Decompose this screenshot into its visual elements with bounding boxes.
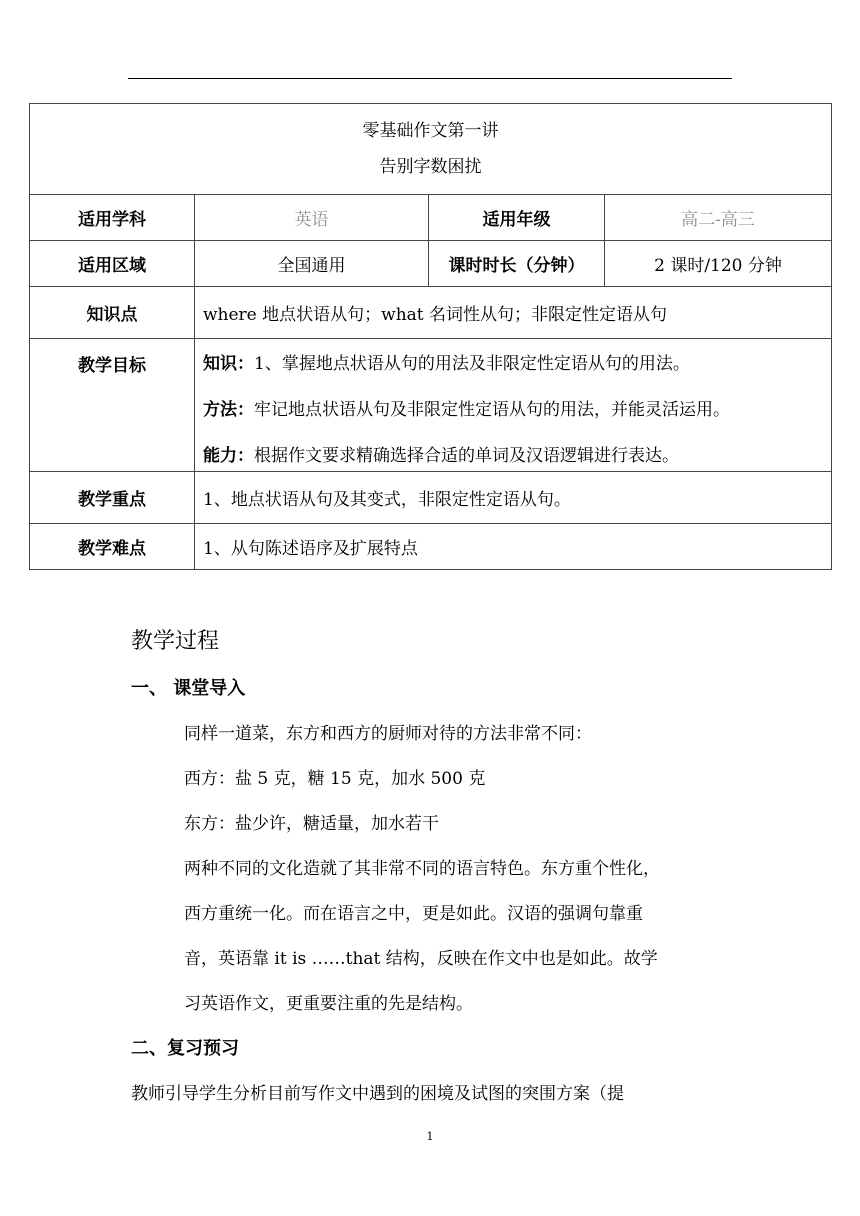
difficulty-label: 教学难点 (30, 524, 195, 570)
paragraph-line: 同样一道菜，东方和西方的厨师对待的方法非常不同： (184, 724, 592, 744)
lesson-title: 零基础作文第一讲 (362, 121, 499, 141)
process-heading: 教学过程 (131, 629, 220, 654)
subject-value: 英语 (195, 195, 429, 241)
section2-heading: 二、复习预习 (131, 1038, 239, 1059)
grade-value: 高二-高三 (605, 195, 832, 241)
paragraph-line: 西方：盐 5 克，糖 15 克，加水 500 克 (184, 769, 486, 789)
subject-label: 适用学科 (30, 195, 195, 241)
header-rule (128, 78, 732, 79)
paragraph-line: 两种不同的文化造就了其非常不同的语言特色。东方重个性化， (184, 859, 660, 879)
difficulty-value: 1、从句陈述语序及扩展特点 (195, 524, 832, 570)
goal-knowledge: 知识：1、掌握地点状语从句的用法及非限定性定语从句的用法。 (203, 354, 690, 374)
region-value: 全国通用 (195, 241, 429, 287)
goals-cell (195, 339, 832, 472)
goal-ability: 能力：根据作文要求精确选择合适的单词及汉语逻辑进行表达。 (203, 446, 679, 466)
paragraph-line: 东方：盐少许，糖适量，加水若干 (184, 814, 439, 834)
focus-value: 1、地点状语从句及其变式，非限定性定语从句。 (195, 472, 832, 524)
paragraph-line: 习英语作文，更重要注重的先是结构。 (184, 994, 473, 1014)
goal-method: 方法：牢记地点状语从句及非限定性定语从句的用法，并能灵活运用。 (203, 400, 730, 420)
duration-value: 2 课时/120 分钟 (605, 241, 832, 287)
knowledge-value: where 地点状语从句；what 名词性从句；非限定性定语从句 (195, 287, 832, 339)
goals-label: 教学目标 (30, 339, 195, 472)
paragraph-line: 西方重统一化。而在语言之中，更是如此。汉语的强调句靠重 (184, 904, 643, 924)
paragraph-line: 音，英语靠 it is ……that 结构，反映在作文中也是如此。故学 (184, 949, 658, 969)
duration-label: 课时时长（分钟） (429, 241, 605, 287)
region-label: 适用区域 (30, 241, 195, 287)
lesson-title-cell (30, 104, 832, 195)
section1-heading: 一、 课堂导入 (131, 678, 246, 699)
lesson-info-table (29, 103, 832, 570)
focus-label: 教学重点 (30, 472, 195, 524)
paragraph-line: 教师引导学生分析目前写作文中遇到的困境及试图的突围方案（提 (131, 1084, 624, 1104)
grade-label: 适用年级 (429, 195, 605, 241)
lesson-subtitle: 告别字数困扰 (379, 157, 482, 177)
page-number: 1 (426, 1130, 434, 1143)
knowledge-label: 知识点 (30, 287, 195, 339)
